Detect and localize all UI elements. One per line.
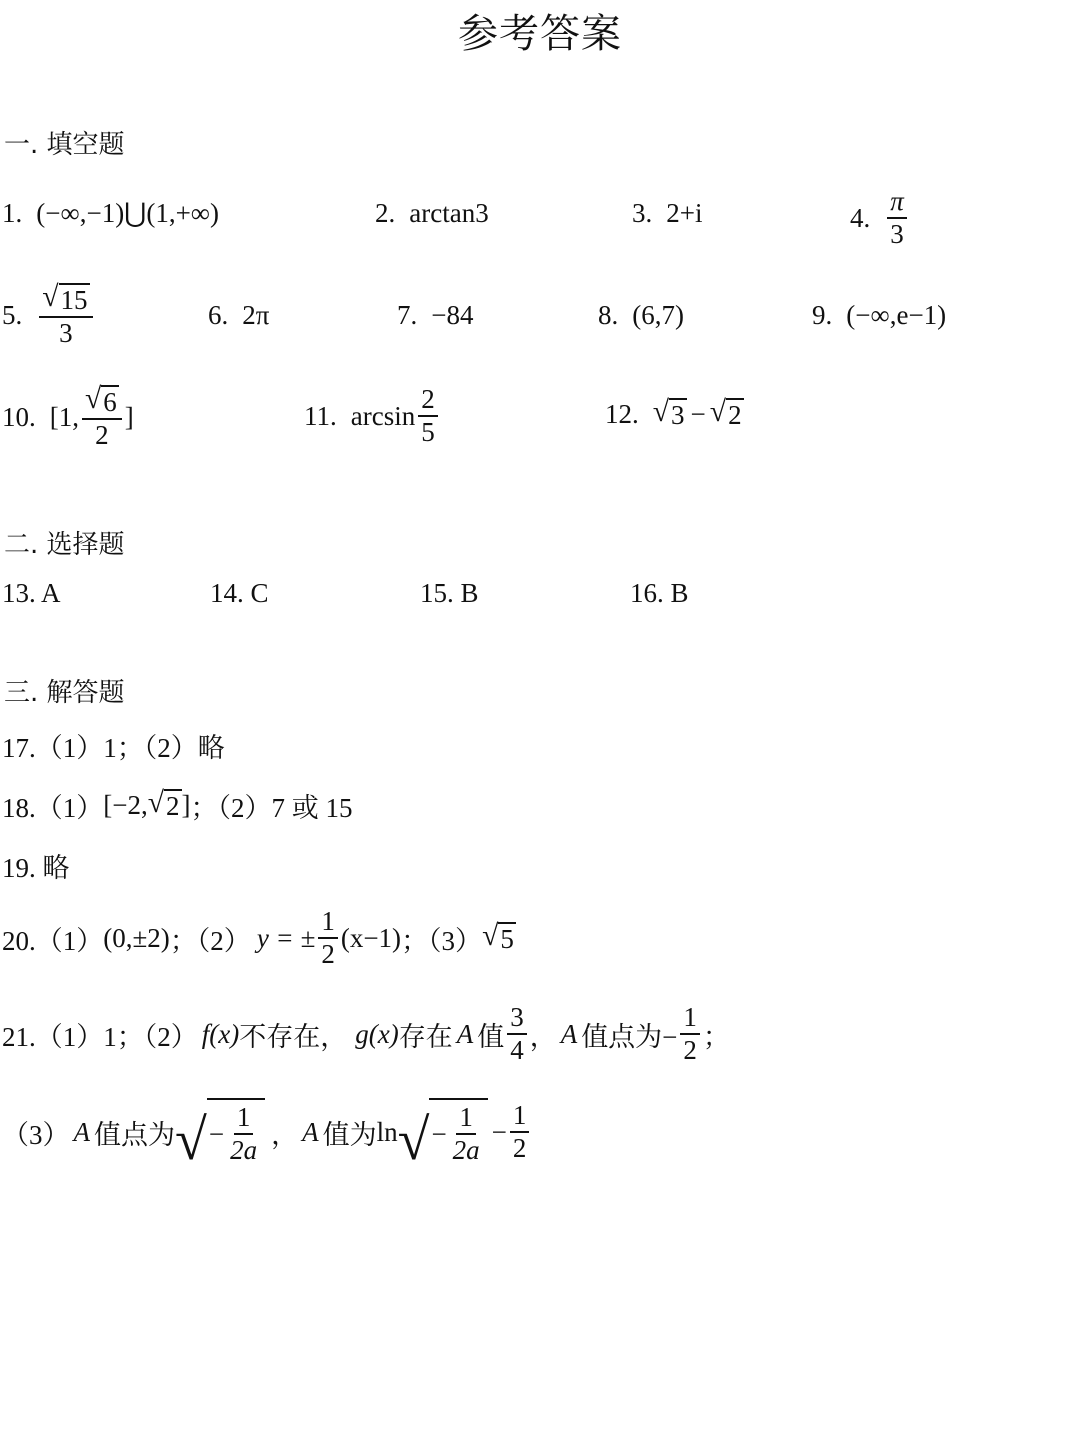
radical-sign: √: [175, 1106, 207, 1172]
radicand: 15: [60, 285, 88, 315]
equation-rhs: (x−1): [340, 922, 402, 953]
interval-close: ]: [181, 790, 191, 820]
section-heading-fill: 一. 填空题: [4, 130, 125, 160]
question-number: 10.: [2, 402, 36, 433]
interval-open: [1,: [49, 402, 79, 433]
question-number: 3.: [632, 198, 653, 228]
sqrt: [653, 398, 687, 431]
fraction: [82, 384, 122, 451]
section-heading-choice: 二. 选择题: [4, 530, 125, 560]
radicand: 6: [103, 387, 117, 417]
fraction-denominator: 3: [59, 318, 73, 349]
question-number: 5.: [2, 300, 23, 331]
fraction-numerator: 1: [456, 1102, 476, 1135]
answer-value: (−∞,e−1): [846, 300, 947, 330]
radical-sign: √: [652, 396, 670, 428]
separator: ；（3）: [401, 925, 483, 956]
answer-10: [2, 384, 134, 451]
radical-sign: √: [147, 787, 165, 819]
question-number: 9.: [812, 300, 833, 330]
answer-14: 14. C: [210, 578, 269, 608]
text: ，: [529, 1021, 557, 1052]
radicand: [207, 1098, 265, 1166]
radicand: 2: [728, 400, 742, 430]
answer-11: [304, 384, 441, 448]
text: 存在: [398, 1021, 453, 1052]
answer-part-1: (0,±2): [103, 922, 170, 953]
symbol-a: A: [456, 1018, 474, 1049]
fraction-denominator: 2: [512, 1133, 527, 1164]
part-label: （3）: [2, 1119, 70, 1150]
text: 值: [477, 1021, 505, 1052]
fraction-denominator: 2a: [452, 1135, 480, 1166]
fraction-numerator: 2: [418, 384, 438, 417]
fraction-denominator: 2: [683, 1035, 697, 1066]
sqrt: [175, 1098, 265, 1172]
sqrt: [482, 919, 516, 955]
radical-sign: √: [42, 281, 59, 313]
fraction: [418, 384, 438, 448]
answer-21: [2, 1002, 730, 1066]
answer-rest: ；（2）7 或 15: [190, 793, 353, 823]
fraction-numerator: 1: [680, 1002, 700, 1035]
question-number: 1.: [2, 198, 23, 228]
radical-sign: √: [709, 396, 727, 428]
fraction-numerator: 1: [318, 906, 338, 939]
question-number: 18.（1）: [2, 793, 104, 823]
answer-value: −84: [431, 300, 474, 330]
fraction: [227, 1102, 260, 1166]
fraction-numerator: [39, 282, 92, 318]
symbol-a: A: [73, 1116, 90, 1147]
page-title: 参考答案: [458, 11, 622, 57]
answer-8: [598, 300, 684, 331]
fraction-numerator: 1: [234, 1102, 254, 1135]
question-number: 2.: [375, 198, 396, 228]
answer-9: [812, 300, 946, 331]
answer-4: [850, 186, 910, 250]
sqrt: [148, 789, 182, 822]
fraction: [507, 1002, 527, 1066]
radicand: 5: [500, 923, 514, 954]
text: 值点为−: [581, 1021, 678, 1052]
fraction-numerator: π: [887, 186, 907, 219]
answer-21-part-3: [2, 1098, 532, 1172]
fraction-denominator: 2: [321, 939, 335, 970]
fraction-denominator: 2a: [230, 1135, 258, 1166]
answer-6: [208, 300, 269, 331]
question-number: 7.: [397, 300, 418, 330]
question-number: 20.（1）: [2, 925, 104, 956]
answer-18: [2, 786, 353, 825]
fraction: [318, 906, 338, 970]
symbol-a: A: [560, 1018, 578, 1049]
interval-open: [−2,: [103, 790, 148, 820]
symbol-a: A: [302, 1116, 319, 1147]
fraction: [680, 1002, 700, 1066]
answer-15: 15. B: [420, 578, 479, 608]
answer-value: (6,7): [632, 300, 684, 330]
sqrt: [710, 398, 744, 431]
text: 不存在，: [239, 1021, 348, 1052]
fraction-denominator: 2: [95, 420, 109, 451]
text: 值为: [322, 1119, 377, 1150]
fraction-denominator: 5: [421, 417, 435, 448]
question-number: 8.: [598, 300, 619, 330]
equation-lhs: y = ±: [256, 922, 316, 953]
function-f: f(x): [201, 1018, 240, 1049]
fraction: [510, 1100, 530, 1164]
answer-13: 13. A: [2, 578, 61, 608]
fraction-numerator: 1: [510, 1100, 530, 1133]
answer-17: 17.（1）1；（2）略: [2, 733, 225, 763]
fraction-numerator: [82, 384, 122, 420]
sqrt: [85, 385, 119, 418]
answer-2: [375, 198, 489, 229]
text: ；: [702, 1021, 730, 1052]
radicand: 2: [166, 791, 180, 821]
function-ln: ln: [376, 1116, 398, 1147]
answer-1: [2, 198, 219, 229]
fraction: [450, 1102, 483, 1166]
answer-value: arctan3: [409, 198, 489, 228]
minus-sign: −: [431, 1118, 447, 1149]
function-name: arcsin: [350, 400, 416, 431]
answer-5: [2, 282, 96, 349]
radicand: [429, 1098, 487, 1166]
answer-12: [605, 398, 744, 431]
answer-20: [2, 906, 516, 970]
answer-value: 2π: [242, 300, 270, 330]
separator: ；（2）: [169, 925, 251, 956]
question-number: 21.（1）1；（2）: [2, 1021, 198, 1052]
question-number: 4.: [850, 202, 871, 233]
section-heading-solve: 三. 解答题: [4, 678, 125, 708]
fraction: [887, 186, 907, 250]
answer-3: [632, 198, 702, 229]
radical-sign: √: [482, 919, 499, 952]
answer-7: [397, 300, 473, 331]
question-number: 12.: [605, 399, 639, 429]
fraction-denominator: 4: [510, 1035, 524, 1066]
fraction: [39, 282, 92, 349]
question-number: 6.: [208, 300, 229, 330]
answer-value: 2+i: [666, 198, 703, 228]
answer-value: (−∞,−1)⋃(1,+∞): [36, 198, 220, 228]
fraction-numerator: 3: [507, 1002, 527, 1035]
text: 值点为: [94, 1119, 175, 1150]
question-number: 11.: [304, 400, 337, 431]
radicand: 3: [671, 400, 685, 430]
function-g: g(x): [355, 1018, 399, 1049]
minus-sign: −: [690, 399, 706, 429]
answer-16: 16. B: [630, 578, 689, 608]
radical-sign: √: [397, 1106, 430, 1172]
interval-close: ]: [124, 402, 134, 433]
sqrt: [42, 283, 89, 316]
radical-sign: √: [85, 383, 102, 415]
text: ，: [271, 1119, 299, 1150]
minus-sign: −: [491, 1116, 507, 1147]
answer-19: 19. 略: [2, 853, 70, 883]
fraction-denominator: 3: [890, 219, 904, 250]
minus-sign: −: [208, 1118, 225, 1149]
sqrt: [397, 1098, 488, 1172]
